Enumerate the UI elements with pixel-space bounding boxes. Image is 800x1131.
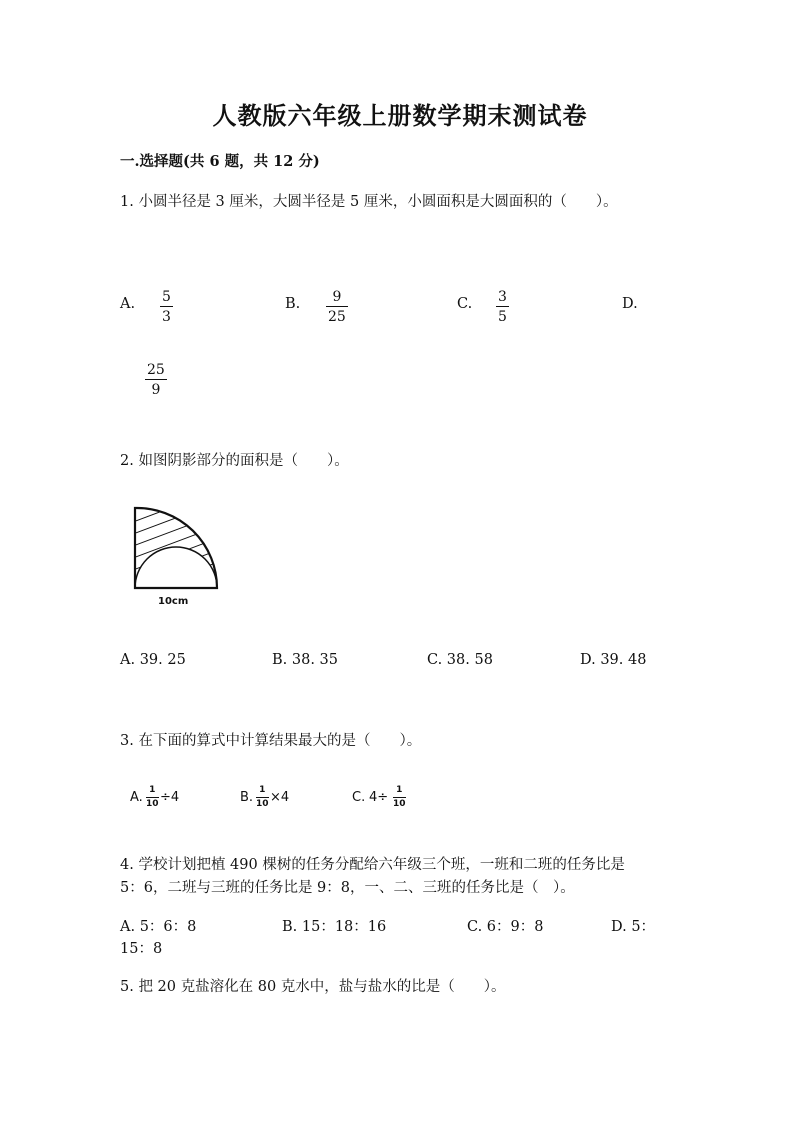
q4-option-d-line-2: 15：8 xyxy=(120,941,163,957)
q2-option-d: D. 39. 48 xyxy=(580,652,647,668)
q3-option-a-operation: ÷4 xyxy=(160,790,180,805)
q1-option-b-label: B. xyxy=(285,296,301,312)
section-heading: 一.选择题(共 6 题，共 12 分) xyxy=(120,153,320,170)
q3-option-c-label: C. xyxy=(352,790,366,805)
fraction-bar xyxy=(256,797,269,798)
q3-option-c-operation: 4÷ xyxy=(369,790,389,805)
q4-option-b: B. 15：18：16 xyxy=(282,919,387,935)
q1-option-c-label: C. xyxy=(457,296,473,312)
q3-option-b-label: B. xyxy=(240,790,254,805)
q3-option-b-operation: ×4 xyxy=(270,790,290,805)
q1-option-b-numerator: 9 xyxy=(332,289,342,305)
q1-option-b-denominator: 25 xyxy=(328,309,346,325)
q1-option-d-fraction xyxy=(145,363,167,397)
q2-option-c: C. 38. 58 xyxy=(427,652,493,668)
q3-option-b-numerator: 1 xyxy=(259,785,266,795)
q1-option-c-fraction xyxy=(496,290,509,324)
q3-option-a-denominator: 10 xyxy=(146,799,159,809)
question-4-stem-line-1: 4. 学校计划把植 490 棵树的任务分配给六年级三个班，一班和二班的任务比是 xyxy=(120,857,625,873)
q4-option-d-line-1: D. 5： xyxy=(611,919,656,935)
q3-option-c-denominator: 10 xyxy=(393,799,406,809)
q1-option-c-numerator: 3 xyxy=(498,289,507,305)
q1-option-a-denominator: 3 xyxy=(162,309,171,325)
page-title: 人教版六年级上册数学期末测试卷 xyxy=(212,101,588,130)
q3-option-b-fraction xyxy=(256,786,269,809)
figure-dimension-label: 10cm xyxy=(158,596,189,607)
q3-option-a-numerator: 1 xyxy=(149,785,156,795)
fraction-bar xyxy=(146,797,159,798)
fraction-bar xyxy=(393,797,406,798)
q1-option-a-fraction xyxy=(160,290,173,324)
question-4-stem-line-2: 5：6，二班与三班的任务比是 9：8，一、二、三班的任务比是（ ）。 xyxy=(120,880,575,896)
q3-option-c-numerator: 1 xyxy=(396,785,403,795)
question-1-stem: 1. 小圆半径是 3 厘米，大圆半径是 5 厘米，小圆面积是大圆面积的（ ）。 xyxy=(120,194,618,210)
q1-option-a-label: A. xyxy=(120,296,136,312)
q3-option-b-denominator: 10 xyxy=(256,799,269,809)
q1-option-b-fraction xyxy=(326,290,348,324)
question-2-stem: 2. 如图阴影部分的面积是（ ）。 xyxy=(120,453,349,469)
q4-option-a: A. 5：6：8 xyxy=(120,919,197,935)
q1-option-d-label: D. xyxy=(622,296,638,312)
q3-option-c-fraction xyxy=(393,786,406,809)
question-3-stem: 3. 在下面的算式中计算结果最大的是（ ）。 xyxy=(120,733,422,749)
q2-option-a: A. 39. 25 xyxy=(120,652,186,668)
q1-option-d-denominator: 9 xyxy=(151,382,161,398)
q3-option-a-fraction xyxy=(146,786,159,809)
q1-option-c-denominator: 5 xyxy=(498,309,507,325)
q1-option-d-numerator: 25 xyxy=(147,362,165,378)
question-5-stem: 5. 把 20 克盐溶化在 80 克水中，盐与盐水的比是（ ）。 xyxy=(120,979,506,995)
q2-option-b: B. 38. 35 xyxy=(272,652,338,668)
q1-option-a-numerator: 5 xyxy=(162,289,171,305)
q4-option-c: C. 6：9：8 xyxy=(467,919,544,935)
q3-option-a-label: A. xyxy=(130,790,143,805)
